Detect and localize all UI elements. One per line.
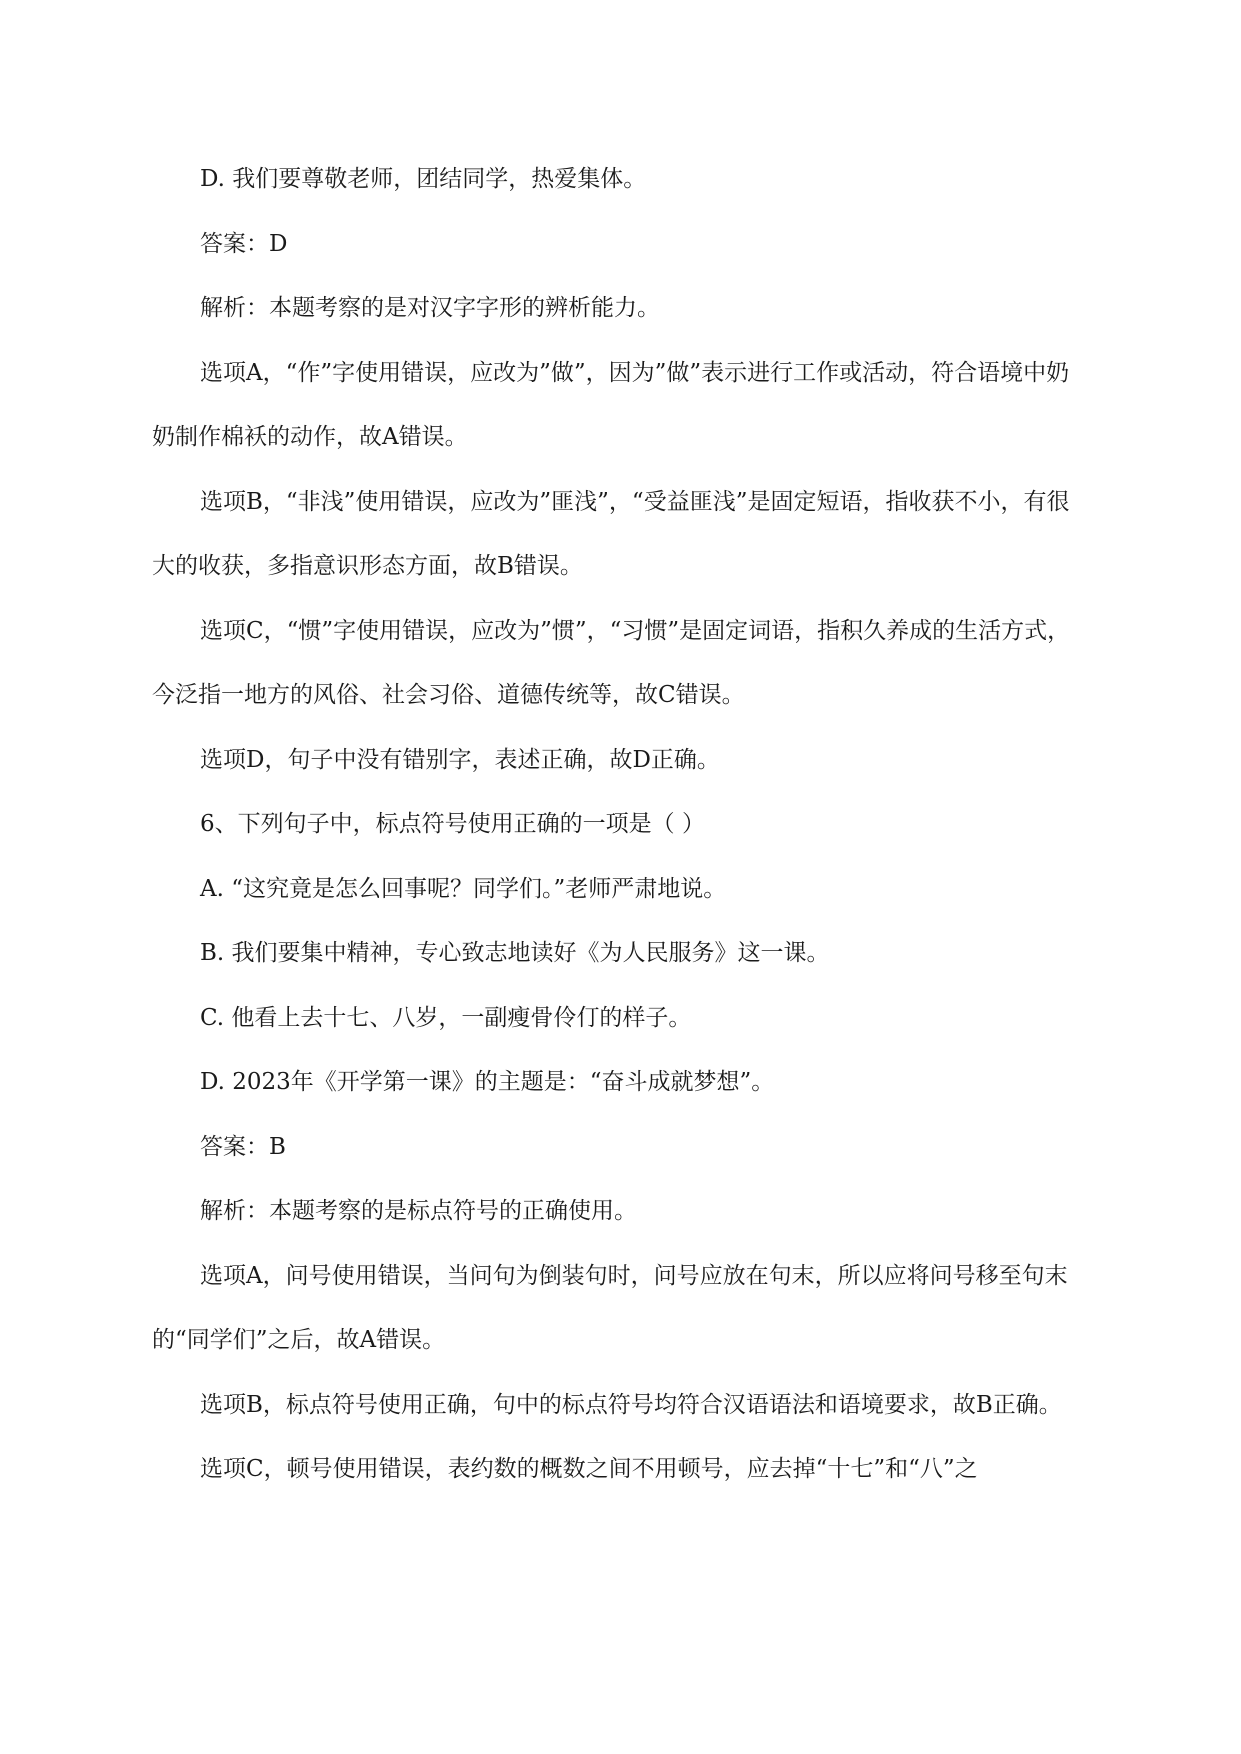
analysis-option-c: 选项C，顿号使用错误，表约数的概数之间不用顿号，应去掉“十七”和“八”之	[200, 1456, 978, 1482]
document-body	[152, 147, 1092, 1502]
question-6: 6、下列句子中，标点符号使用正确的一项是（ ）	[200, 811, 705, 837]
analysis-line: 解析：本题考察的是对汉字字形的辨析能力。	[200, 295, 660, 321]
analysis-option-c: 选项C，“惯”字使用错误，应改为”惯”，“习惯”是固定词语，指积久养成的生活方式，今泛指一地方的风俗、社会习俗、道德传统等，故C错误。	[152, 617, 1071, 708]
question-6-option-c: C. 他看上去十七、八岁，一副瘦骨伶仃的样子。	[200, 1004, 692, 1031]
analysis-option-d: 选项D，句子中没有错别字，表述正确，故D正确。	[200, 746, 720, 773]
question-6-option-b: B. 我们要集中精神，专心致志地读好《为人民服务》这一课。	[200, 940, 830, 966]
analysis-option-b: 选项B，标点符号使用正确，句中的标点符号均符合汉语语法和语境要求，故B正确。	[200, 1391, 1062, 1418]
analysis-line: 解析：本题考察的是标点符号的正确使用。	[200, 1198, 637, 1224]
analysis-option-a: 选项A，“作”字使用错误，应改为”做”，因为”做”表示进行工作或活动，符合语境中奶奶制作棉袄的动作，故A错误。	[152, 359, 1070, 450]
option-d-sentence: D. 我们要尊敬老师，团结同学，热爱集体。	[200, 166, 647, 192]
analysis-option-b: 选项B，“非浅”使用错误，应改为”匪浅”，“受益匪浅”是固定短语，指收获不小，有很大的收获，多指意识形态方面，故B错误。	[152, 488, 1070, 579]
answer-line: 答案：B	[200, 1133, 286, 1160]
analysis-option-a: 选项A，问号使用错误，当问句为倒装句时，问号应放在句末，所以应将问号移至句末的“同学们”之后，故A错误。	[152, 1262, 1068, 1353]
answer-line: 答案：D	[200, 230, 288, 257]
question-6-option-a: A. “这究竟是怎么回事呢？同学们。”老师严肃地说。	[200, 875, 727, 902]
question-6-option-d: D. 2023年《开学第一课》的主题是：“奋斗成就梦想”。	[200, 1069, 775, 1095]
